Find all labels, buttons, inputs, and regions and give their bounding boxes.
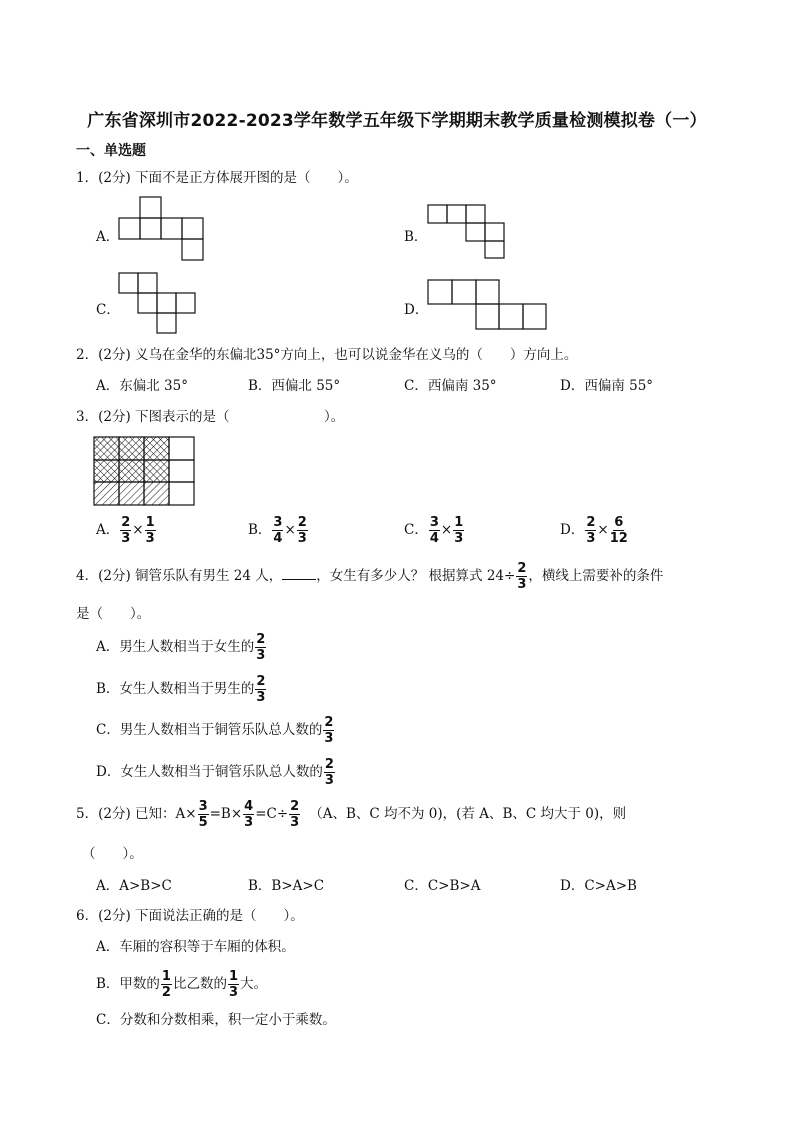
q4-stem: 4．(2分) 铜管乐队有男生 24 人， ，女生有多少人？ 根据算式 24÷ $\frac{2}{3}$ ，横线上需要补的条件 [76,561,664,592]
fraction: $\frac{2}{3}$ [586,515,596,546]
q3-option-a: A． $\frac{2}{3}$ × $\frac{1}{3}$ [96,515,155,546]
q5-stem-line2: （ ）。 [82,846,143,862]
q1-net-c [118,272,198,336]
q6-stem: 6．(2分) 下面说法正确的是（ ）。 [76,908,304,924]
q3-shaded-grid [93,436,197,508]
q3-option-b: B． $\frac{3}{4}$ × $\frac{2}{3}$ [248,515,307,546]
q2-stem: 2．(2分) 义乌在金华的东偏北35°方向上，也可以说金华在义乌的（ ）方向上。 [76,347,578,363]
fraction: $\frac{2}{3}$ [121,515,131,546]
fraction: $\frac{6}{12}$ [609,515,628,546]
fraction: $\frac{1}{3}$ [454,515,464,546]
q3-option-c: C． $\frac{3}{4}$ × $\frac{1}{3}$ [404,515,464,546]
fraction: $\frac{1}{3}$ [145,515,155,546]
q1-net-b [427,204,507,260]
q1-net-a [118,196,208,268]
q1-net-d [427,279,549,333]
q2-option-c: C．西偏南 35° [404,378,497,394]
answer-blank [282,567,316,580]
fraction: $\frac{1}{2}$ [161,969,171,1000]
q5-option-a: A．A>B>C [96,878,172,894]
q1-option-a-label: A． [96,229,120,245]
fraction: $\frac{3}{4}$ [273,515,283,546]
fraction: $\frac{2}{3}$ [256,632,266,663]
q1-stem: 1．(2分) 下面不是正方体展开图的是（ ）。 [76,170,358,186]
q3-stem: 3．(2分) 下图表示的是（ ）。 [76,409,345,425]
q4-option-c: C．男生人数相当于铜管乐队总人数的 $\frac{2}{3}$ [96,715,334,746]
fraction: $\frac{2}{3}$ [324,757,334,788]
q6-option-a: A．车厢的容积等于车厢的体积。 [96,939,295,955]
q6-option-c: C．分数和分数相乘，积一定小于乘数。 [96,1012,336,1028]
fraction: $\frac{2}{3}$ [324,715,334,746]
fraction: $\frac{2}{3}$ [517,561,527,592]
q4-option-b: B．女生人数相当于男生的 $\frac{2}{3}$ [96,674,266,705]
q2-option-a: A．东偏北 35° [96,378,188,394]
q6-option-b: B．甲数的 $\frac{1}{2}$ 比乙数的 $\frac{1}{3}$ 大。 [96,969,268,1000]
fraction: $\frac{3}{5}$ [198,799,208,830]
q1-option-c-label: C． [96,302,120,318]
q4-option-d: D．女生人数相当于铜管乐队总人数的 $\frac{2}{3}$ [96,757,334,788]
q1-option-d-label: D． [404,302,429,318]
q5-option-c: C．C>B>A [404,878,481,894]
q5-option-d: D．C>A>B [560,878,637,894]
fraction: $\frac{4}{3}$ [244,799,254,830]
fraction: $\frac{3}{4}$ [429,515,439,546]
q2-option-b: B．西偏北 55° [248,378,341,394]
page-title: 广东省深圳市2022-2023学年数学五年级下学期期末教学质量检测模拟卷（一） [87,111,707,131]
fraction: $\frac{2}{3}$ [290,799,300,830]
q3-option-d: D． $\frac{2}{3}$ × $\frac{6}{12}$ [560,515,628,546]
fraction: $\frac{1}{3}$ [228,969,239,1000]
q2-option-d: D．西偏南 55° [560,378,654,394]
q4-stem-line2: 是（ ）。 [76,606,151,622]
q5-stem: 5．(2分) 已知：A× $\frac{3}{5}$ =B× $\frac{4}{3}$ =C÷ $\frac{2}{3}$ （A、B、C 均不为 0)，(若 A、B、C 均大于 0)，则 [76,799,627,830]
q1-option-b-label: B． [404,229,428,245]
fraction: $\frac{2}{3}$ [256,674,266,705]
section-heading: 一、单选题 [76,143,146,159]
q4-option-a: A．男生人数相当于女生的 $\frac{2}{3}$ [96,632,266,663]
fraction: $\frac{2}{3}$ [297,515,307,546]
q5-option-b: B．B>A>C [248,878,325,894]
